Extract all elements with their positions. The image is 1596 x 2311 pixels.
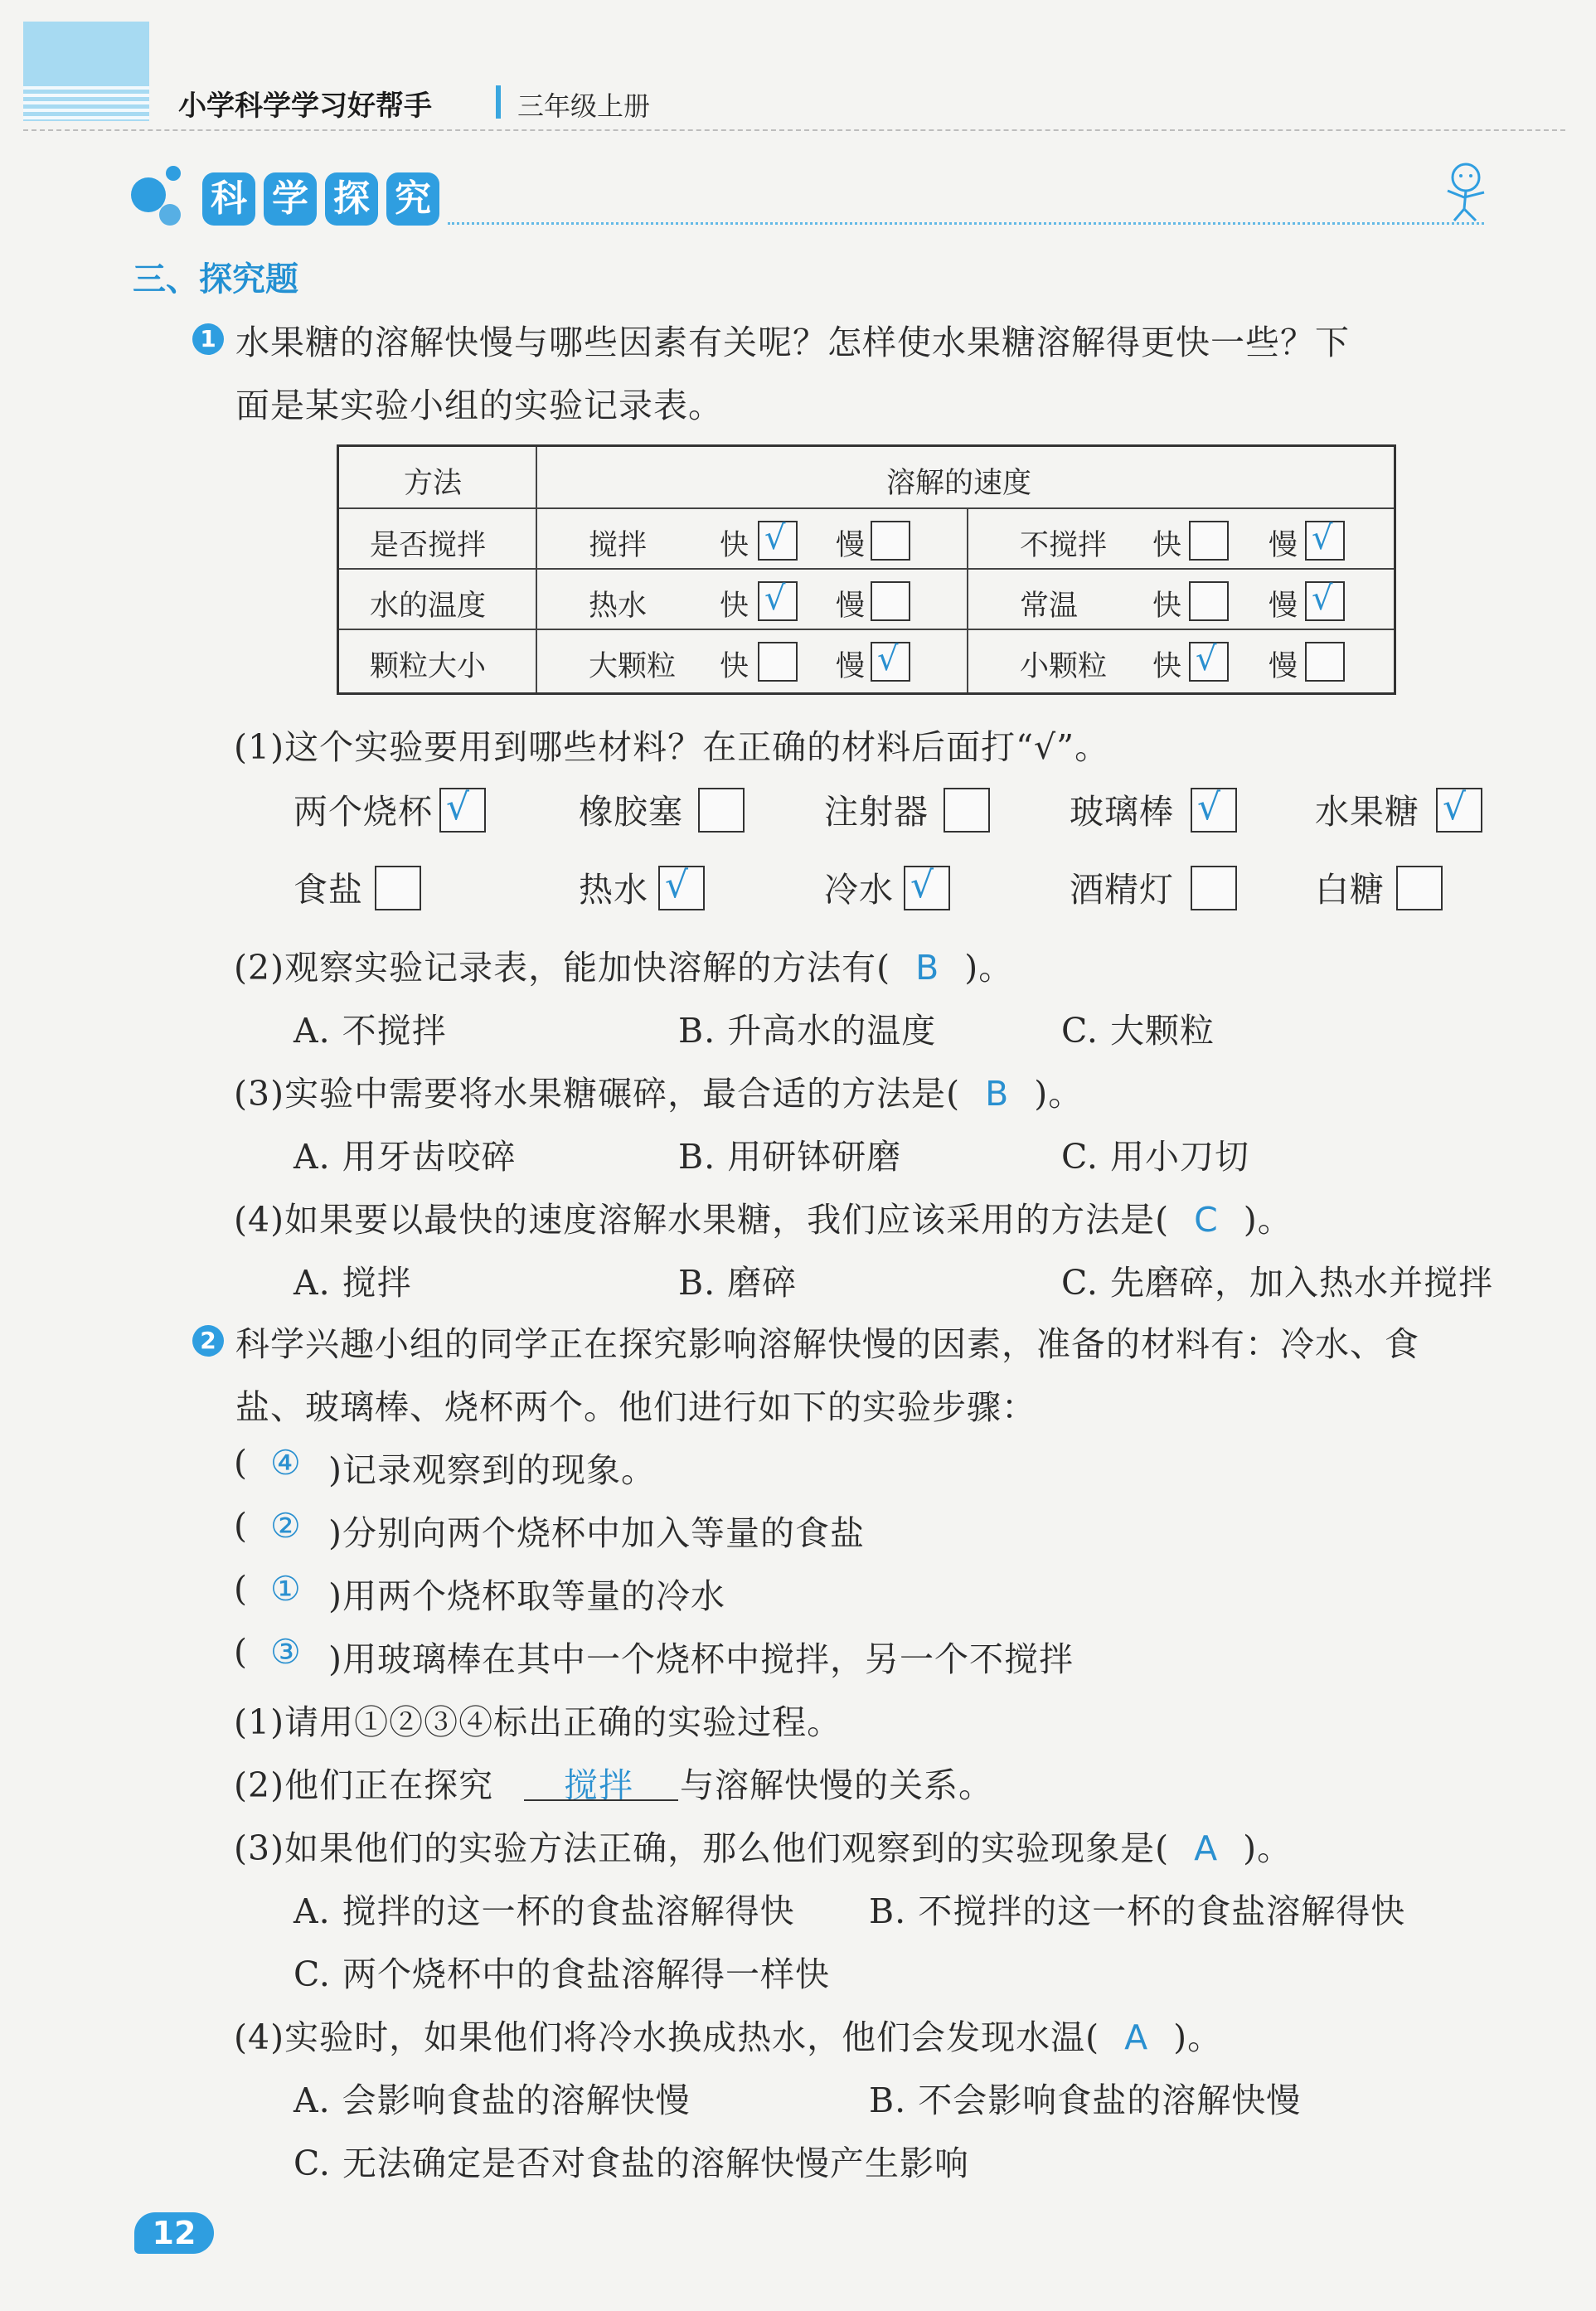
check-mark-icon: √: [1196, 640, 1217, 678]
check-mark-icon: √: [446, 786, 470, 828]
book-subtitle: 三年级上册: [517, 90, 651, 122]
step-text: )记录观察到的现象。: [328, 1450, 656, 1490]
table-row-method: 水的温度: [370, 590, 487, 623]
q1-sub4-answer: C: [1194, 1200, 1219, 1240]
fast-label: 快: [720, 650, 749, 683]
material-checkbox: [1191, 866, 1237, 910]
q1-sub2-question: (2)观察实验记录表，能加快溶解的方法有( B )。: [234, 948, 1014, 988]
q1-sub3-answer: B: [985, 1074, 1010, 1114]
banner-char-3: 探: [325, 172, 378, 226]
header-separator: [496, 85, 501, 119]
q2-sub3-option-a: A. 搅拌的这一杯的食盐溶解得快: [293, 1891, 795, 1931]
step-order-answer: ③: [270, 1632, 302, 1672]
q1-sub2-option-b: B. 升高水的温度: [678, 1011, 937, 1051]
q2-sub3-option-b: B. 不搅拌的这一杯的食盐溶解得快: [869, 1891, 1406, 1931]
table-row-method: 是否搅拌: [370, 529, 487, 562]
table-row-option-b: 常温: [1020, 590, 1079, 623]
step-order-answer: ②: [270, 1506, 302, 1546]
table-row-option-a: 热水: [589, 590, 648, 623]
header-divider: [23, 129, 1565, 131]
fast-label: 快: [1152, 529, 1182, 562]
fast-label: 快: [720, 590, 749, 623]
check-mark-icon: √: [1443, 786, 1467, 828]
slow-label: 慢: [836, 650, 866, 683]
material-label: 水果糖: [1315, 792, 1419, 832]
q1-sub1: (1)这个实验要用到哪些材料？在正确的材料后面打“√”。: [234, 727, 1110, 767]
slow-checkbox-b: [1305, 642, 1345, 682]
q1-sub3-option-b: B. 用研钵研磨: [678, 1137, 902, 1177]
step-text: )分别向两个烧杯中加入等量的食盐: [328, 1513, 865, 1553]
fast-checkbox-b: [1189, 521, 1229, 561]
section-heading: 三、探究题: [133, 260, 298, 299]
q1-sub3-option-c: C. 用小刀切: [1061, 1137, 1249, 1177]
q1-sub4-option-c: C. 先磨碎，加入热水并搅拌: [1061, 1263, 1493, 1303]
slow-label: 慢: [1269, 650, 1298, 683]
material-label: 白糖: [1315, 870, 1385, 910]
q2-sub2-answer: 搅拌: [564, 1765, 633, 1805]
q1-sub2-answer: B: [915, 948, 940, 988]
slow-label: 慢: [1269, 529, 1298, 562]
fast-label: 快: [720, 529, 749, 562]
q2-sub4-option-b: B. 不会影响食盐的溶解快慢: [869, 2080, 1302, 2120]
material-label: 两个烧杯: [293, 792, 433, 832]
page-number: 12: [134, 2212, 214, 2254]
check-mark-icon: √: [1312, 519, 1333, 557]
question-2-badge: 2: [192, 1325, 224, 1357]
table-row-method: 颗粒大小: [370, 650, 487, 683]
check-mark-icon: √: [1197, 786, 1221, 828]
material-label: 食盐: [293, 870, 363, 910]
question-1-badge: 1: [192, 323, 224, 355]
slow-checkbox-a: [871, 581, 910, 621]
step-paren: (: [234, 1569, 248, 1609]
material-label: 热水: [579, 870, 648, 910]
material-checkbox: [1191, 788, 1237, 833]
q2-sub2-tail: 与溶解快慢的关系。: [680, 1765, 993, 1805]
experiment-record-table: [337, 444, 1396, 695]
q2-stem-line2: 盐、玻璃棒、烧杯两个。他们进行如下的实验步骤：: [235, 1387, 1036, 1427]
q2-stem-line1: 科学兴趣小组的同学正在探究影响溶解快慢的因素，准备的材料有：冷水、食: [235, 1324, 1419, 1364]
table-header-method: 方法: [404, 467, 463, 500]
slow-checkbox-b: [1305, 521, 1345, 561]
material-label: 橡胶塞: [579, 792, 683, 832]
q1-stem-line2: 面是某实验小组的实验记录表。: [235, 386, 723, 425]
step-order-answer: ①: [270, 1569, 302, 1609]
table-row-option-a: 搅拌: [589, 529, 648, 562]
q1-sub4-question: (4)如果要以最快的速度溶解水果糖，我们应该采用的方法是( C )。: [234, 1200, 1293, 1240]
step-text: )用两个烧杯取等量的冷水: [328, 1576, 725, 1616]
check-mark-icon: √: [877, 640, 899, 678]
material-checkbox: [375, 866, 421, 910]
fast-checkbox-a: [758, 581, 798, 621]
material-label: 注射器: [824, 792, 929, 832]
cartoon-kid-icon: [1433, 158, 1507, 224]
slow-label: 慢: [836, 590, 866, 623]
header-decor-stripes: [23, 86, 149, 119]
q1-sub2-option-c: C. 大颗粒: [1061, 1011, 1215, 1051]
fast-label: 快: [1152, 650, 1182, 683]
q2-sub4-answer: A: [1124, 2017, 1149, 2057]
q1-stem-line1: 水果糖的溶解快慢与哪些因素有关呢？怎样使水果糖溶解得更快一些？下: [235, 323, 1350, 362]
book-title: 小学科学学习好帮手: [178, 90, 432, 123]
table-row-option-a: 大颗粒: [589, 650, 677, 683]
check-mark-icon: √: [764, 519, 786, 557]
material-checkbox: [904, 866, 950, 910]
material-checkbox: [1396, 866, 1443, 910]
material-checkbox: [944, 788, 990, 833]
q1-sub3-option-a: A. 用牙齿咬碎: [293, 1137, 517, 1177]
step-order-answer: ④: [270, 1443, 302, 1483]
q2-sub2-question: (2)他们正在探究: [234, 1765, 494, 1805]
q2-sub3-answer: A: [1194, 1828, 1219, 1868]
fast-checkbox-a: [758, 521, 798, 561]
check-mark-icon: √: [665, 864, 689, 906]
step-text: )用玻璃棒在其中一个烧杯中搅拌，另一个不搅拌: [328, 1639, 1074, 1679]
q2-sub4-option-a: A. 会影响食盐的溶解快慢: [293, 2080, 691, 2120]
step-paren: (: [234, 1443, 248, 1483]
table-header-speed: 溶解的速度: [886, 467, 1032, 500]
q2-sub1: (1)请用①②③④标出正确的实验过程。: [234, 1702, 842, 1742]
banner-char-4: 究: [386, 172, 439, 226]
step-paren: (: [234, 1506, 248, 1546]
check-mark-icon: √: [910, 864, 934, 906]
slow-label: 慢: [1269, 590, 1298, 623]
q1-sub3-question: (3)实验中需要将水果糖碾碎，最合适的方法是( B )。: [234, 1074, 1084, 1114]
banner-dotted-rule: [448, 222, 1484, 225]
q2-sub3-option-c: C. 两个烧杯中的食盐溶解得一样快: [293, 1954, 830, 1994]
fast-checkbox-a: [758, 642, 798, 682]
material-label: 酒精灯: [1070, 870, 1174, 910]
q1-sub2-option-a: A. 不搅拌: [293, 1011, 447, 1051]
table-row-option-b: 小颗粒: [1020, 650, 1108, 683]
material-checkbox: [439, 788, 486, 833]
material-checkbox: [658, 866, 705, 910]
slow-label: 慢: [836, 529, 866, 562]
check-mark-icon: √: [1312, 580, 1333, 618]
q2-sub3-question: (3)如果他们的实验方法正确，那么他们观察到的实验现象是( A )。: [234, 1828, 1293, 1868]
fast-checkbox-b: [1189, 581, 1229, 621]
material-checkbox: [698, 788, 745, 833]
slow-checkbox-b: [1305, 581, 1345, 621]
material-checkbox: [1436, 788, 1482, 833]
fast-checkbox-b: [1189, 642, 1229, 682]
q1-sub4-option-a: A. 搅拌: [293, 1263, 412, 1303]
q2-sub4-option-c: C. 无法确定是否对食盐的溶解快慢产生影响: [293, 2144, 969, 2183]
slow-checkbox-a: [871, 642, 910, 682]
material-label: 玻璃棒: [1070, 792, 1174, 832]
q2-sub2-blank: [524, 1799, 678, 1801]
material-label: 冷水: [824, 870, 894, 910]
check-mark-icon: √: [764, 580, 786, 618]
slow-checkbox-a: [871, 521, 910, 561]
banner-char-2: 学: [264, 172, 317, 226]
q2-sub4-question: (4)实验时，如果他们将冷水换成热水，他们会发现水温( A )。: [234, 2017, 1223, 2057]
fast-label: 快: [1152, 590, 1182, 623]
step-paren: (: [234, 1632, 248, 1672]
banner-char-1: 科: [202, 172, 255, 226]
q1-sub4-option-b: B. 磨碎: [678, 1263, 798, 1303]
table-row-option-b: 不搅拌: [1020, 529, 1108, 562]
